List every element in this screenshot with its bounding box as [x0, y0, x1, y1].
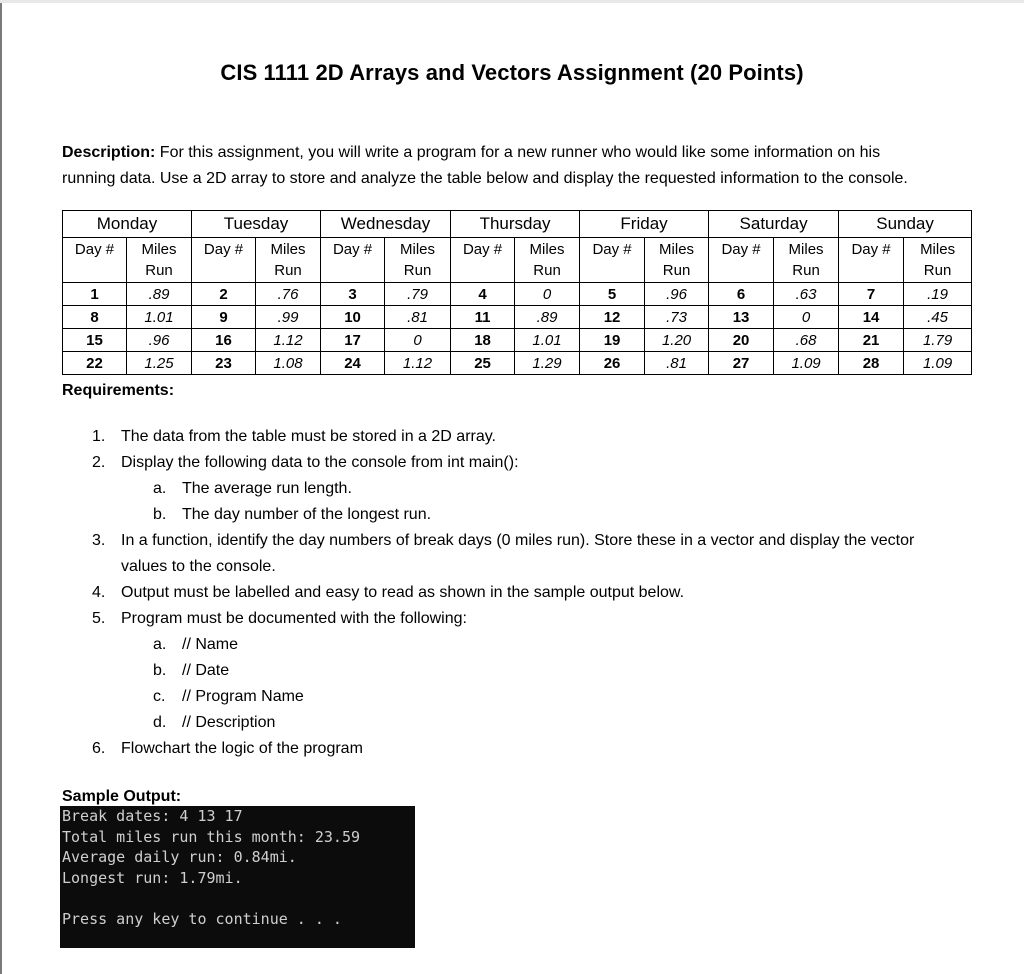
- table-row: [63, 283, 972, 306]
- col-header-miles-run: [385, 238, 451, 283]
- day-number-cell: 1: [63, 283, 127, 306]
- day-number-cell: 20: [709, 329, 774, 352]
- requirement-marker: 5.: [92, 610, 106, 627]
- requirement-marker: 6.: [92, 740, 106, 757]
- day-number-cell: 25: [451, 352, 515, 375]
- day-number-cell: 13: [709, 306, 774, 329]
- requirement-marker: c.: [153, 688, 166, 705]
- miles-run-cell: 1.01: [515, 329, 580, 352]
- col-header-miles-run: [515, 238, 580, 283]
- day-header-friday: Friday: [580, 211, 709, 238]
- requirement-marker: a.: [153, 480, 167, 497]
- col-header-run: Run: [403, 262, 432, 279]
- miles-run-cell: .79: [385, 283, 451, 306]
- requirement-text: Flowchart the logic of the program: [121, 740, 363, 757]
- col-header-miles: Miles: [270, 241, 306, 258]
- col-header-run: Run: [533, 262, 561, 279]
- requirement-text: Program must be documented with the following:: [121, 610, 467, 627]
- col-header-miles-run: [127, 238, 192, 283]
- col-header-miles: Miles: [659, 241, 695, 258]
- requirement-marker: 1.: [92, 428, 106, 445]
- day-number-cell: 19: [580, 329, 645, 352]
- day-number-cell: 23: [192, 352, 256, 375]
- day-header-monday: Monday: [63, 211, 192, 238]
- requirement-marker: 3.: [92, 532, 106, 549]
- console-line: [62, 888, 415, 909]
- col-header-day-number: Day #: [63, 238, 127, 283]
- miles-run-cell: 1.20: [645, 329, 709, 352]
- requirement-marker: 4.: [92, 584, 106, 601]
- requirement-text: The data from the table must be stored in a 2D array.: [121, 428, 496, 445]
- col-header-run: Run: [792, 262, 820, 279]
- requirement-text: Display the following data to the console from int main():: [121, 454, 519, 471]
- col-header-miles: Miles: [788, 241, 824, 258]
- miles-run-cell: .81: [385, 306, 451, 329]
- miles-run-cell: 1.09: [774, 352, 839, 375]
- miles-run-cell: 1.12: [256, 329, 321, 352]
- console-line: Average daily run: 0.84mi.: [62, 848, 297, 866]
- miles-run-cell: .45: [904, 306, 972, 329]
- requirement-text: // Program Name: [182, 688, 304, 705]
- day-number-cell: 26: [580, 352, 645, 375]
- day-header-wednesday: Wednesday: [321, 211, 451, 238]
- col-header-miles: Miles: [920, 241, 956, 258]
- day-number-cell: 7: [839, 283, 904, 306]
- day-number-cell: 15: [63, 329, 127, 352]
- day-number-cell: 5: [580, 283, 645, 306]
- col-header-run: Run: [145, 262, 173, 279]
- miles-run-cell: .19: [904, 283, 972, 306]
- day-number-cell: 22: [63, 352, 127, 375]
- miles-run-cell: .96: [127, 329, 192, 352]
- day-number-cell: 16: [192, 329, 256, 352]
- col-header-miles-run: [256, 238, 321, 283]
- day-number-cell: 18: [451, 329, 515, 352]
- day-number-cell: 8: [63, 306, 127, 329]
- miles-run-cell: .89: [515, 306, 580, 329]
- miles-run-cell: .89: [127, 283, 192, 306]
- requirement-text: values to the console.: [121, 558, 276, 575]
- col-header-miles-run: [645, 238, 709, 283]
- miles-run-cell: 1.12: [385, 352, 451, 375]
- miles-run-cell: 1.09: [904, 352, 972, 375]
- console-line: Press any key to continue . . .: [62, 909, 342, 928]
- table-row: [63, 329, 972, 352]
- requirement-text: // Date: [182, 662, 230, 679]
- miles-run-cell: 0: [385, 329, 451, 352]
- day-number-cell: 28: [839, 352, 904, 375]
- requirement-text: In a function, identify the day numbers of break days (0 miles run). Store these in a vector and display the vector: [121, 532, 915, 549]
- col-header-day-number: Day #: [451, 238, 515, 283]
- col-header-run: Run: [274, 262, 302, 279]
- day-number-cell: 6: [709, 283, 774, 306]
- day-header-saturday: Saturday: [709, 211, 839, 238]
- requirement-text: // Name: [182, 636, 239, 653]
- page-left-border: [0, 0, 2, 974]
- miles-run-cell: .99: [256, 306, 321, 329]
- miles-run-cell: 1.01: [127, 306, 192, 329]
- description-line-1: For this assignment, you will write a program for a new runner who would like some information on his: [155, 144, 881, 161]
- sample-output-heading: Sample Output:: [62, 788, 182, 805]
- requirement-marker: a.: [153, 636, 167, 653]
- day-number-cell: 3: [321, 283, 385, 306]
- miles-run-cell: .81: [645, 352, 709, 375]
- day-number-cell: 14: [839, 306, 904, 329]
- day-number-cell: 12: [580, 306, 645, 329]
- day-number-cell: 4: [451, 283, 515, 306]
- day-number-cell: 24: [321, 352, 385, 375]
- miles-run-cell: .96: [645, 283, 709, 306]
- running-data-table: [62, 210, 972, 375]
- col-header-run: Run: [662, 262, 691, 279]
- miles-run-cell: .76: [256, 283, 321, 306]
- col-header-miles: Miles: [141, 241, 177, 258]
- requirement-marker: b.: [153, 506, 167, 523]
- day-number-cell: 2: [192, 283, 256, 306]
- col-header-miles: Miles: [529, 241, 565, 258]
- page-title: CIS 1111 2D Arrays and Vectors Assignment (20 Points): [220, 60, 804, 85]
- col-header-day-number: Day #: [580, 238, 645, 283]
- miles-run-cell: .73: [645, 306, 709, 329]
- day-number-cell: 10: [321, 306, 385, 329]
- requirement-text: // Description: [182, 714, 276, 731]
- col-header-run: Run: [923, 262, 952, 279]
- description-line-2: running data. Use a 2D array to store and analyze the table below and display the requested information to the console.: [62, 170, 908, 187]
- col-header-day-number: Day #: [839, 238, 904, 283]
- day-header-sunday: Sunday: [839, 211, 972, 238]
- requirement-marker: b.: [153, 662, 167, 679]
- requirement-text: Output must be labelled and easy to read as shown in the sample output below.: [121, 584, 685, 601]
- requirement-marker: d.: [153, 714, 167, 731]
- requirement-text: The average run length.: [182, 480, 352, 497]
- miles-run-cell: 1.08: [256, 352, 321, 375]
- table-row: [63, 306, 972, 329]
- miles-run-cell: .63: [774, 283, 839, 306]
- miles-run-cell: 0: [774, 306, 839, 329]
- miles-run-cell: 1.25: [127, 352, 192, 375]
- console-window: [60, 806, 415, 948]
- col-header-miles: Miles: [400, 241, 436, 258]
- requirements-heading: Requirements:: [62, 382, 175, 399]
- miles-run-cell: 0: [515, 283, 580, 306]
- requirement-marker: 2.: [92, 454, 106, 471]
- description-label: Description:: [62, 144, 156, 161]
- requirement-text: The day number of the longest run.: [182, 506, 432, 523]
- day-number-cell: 17: [321, 329, 385, 352]
- col-header-day-number: Day #: [709, 238, 774, 283]
- miles-run-cell: 1.29: [515, 352, 580, 375]
- console-line: Longest run: 1.79mi.: [62, 868, 243, 887]
- miles-run-cell: .68: [774, 329, 839, 352]
- console-line: Total miles run this month: 23.59: [62, 827, 361, 846]
- day-header-tuesday: Tuesday: [192, 211, 321, 238]
- day-number-cell: 21: [839, 329, 904, 352]
- col-header-miles-run: [904, 238, 972, 283]
- col-header-day-number: Day #: [192, 238, 256, 283]
- col-header-day-number: Day #: [321, 238, 385, 283]
- page-top-border: [0, 0, 1024, 3]
- day-header-thursday: Thursday: [451, 211, 580, 238]
- col-header-miles-run: [774, 238, 839, 283]
- description-paragraph: [62, 140, 972, 192]
- console-line: Break dates: 4 13 17: [62, 807, 243, 825]
- miles-run-cell: 1.79: [904, 329, 972, 352]
- day-number-cell: 11: [451, 306, 515, 329]
- day-number-cell: 27: [709, 352, 774, 375]
- table-row: [63, 352, 972, 375]
- day-number-cell: 9: [192, 306, 256, 329]
